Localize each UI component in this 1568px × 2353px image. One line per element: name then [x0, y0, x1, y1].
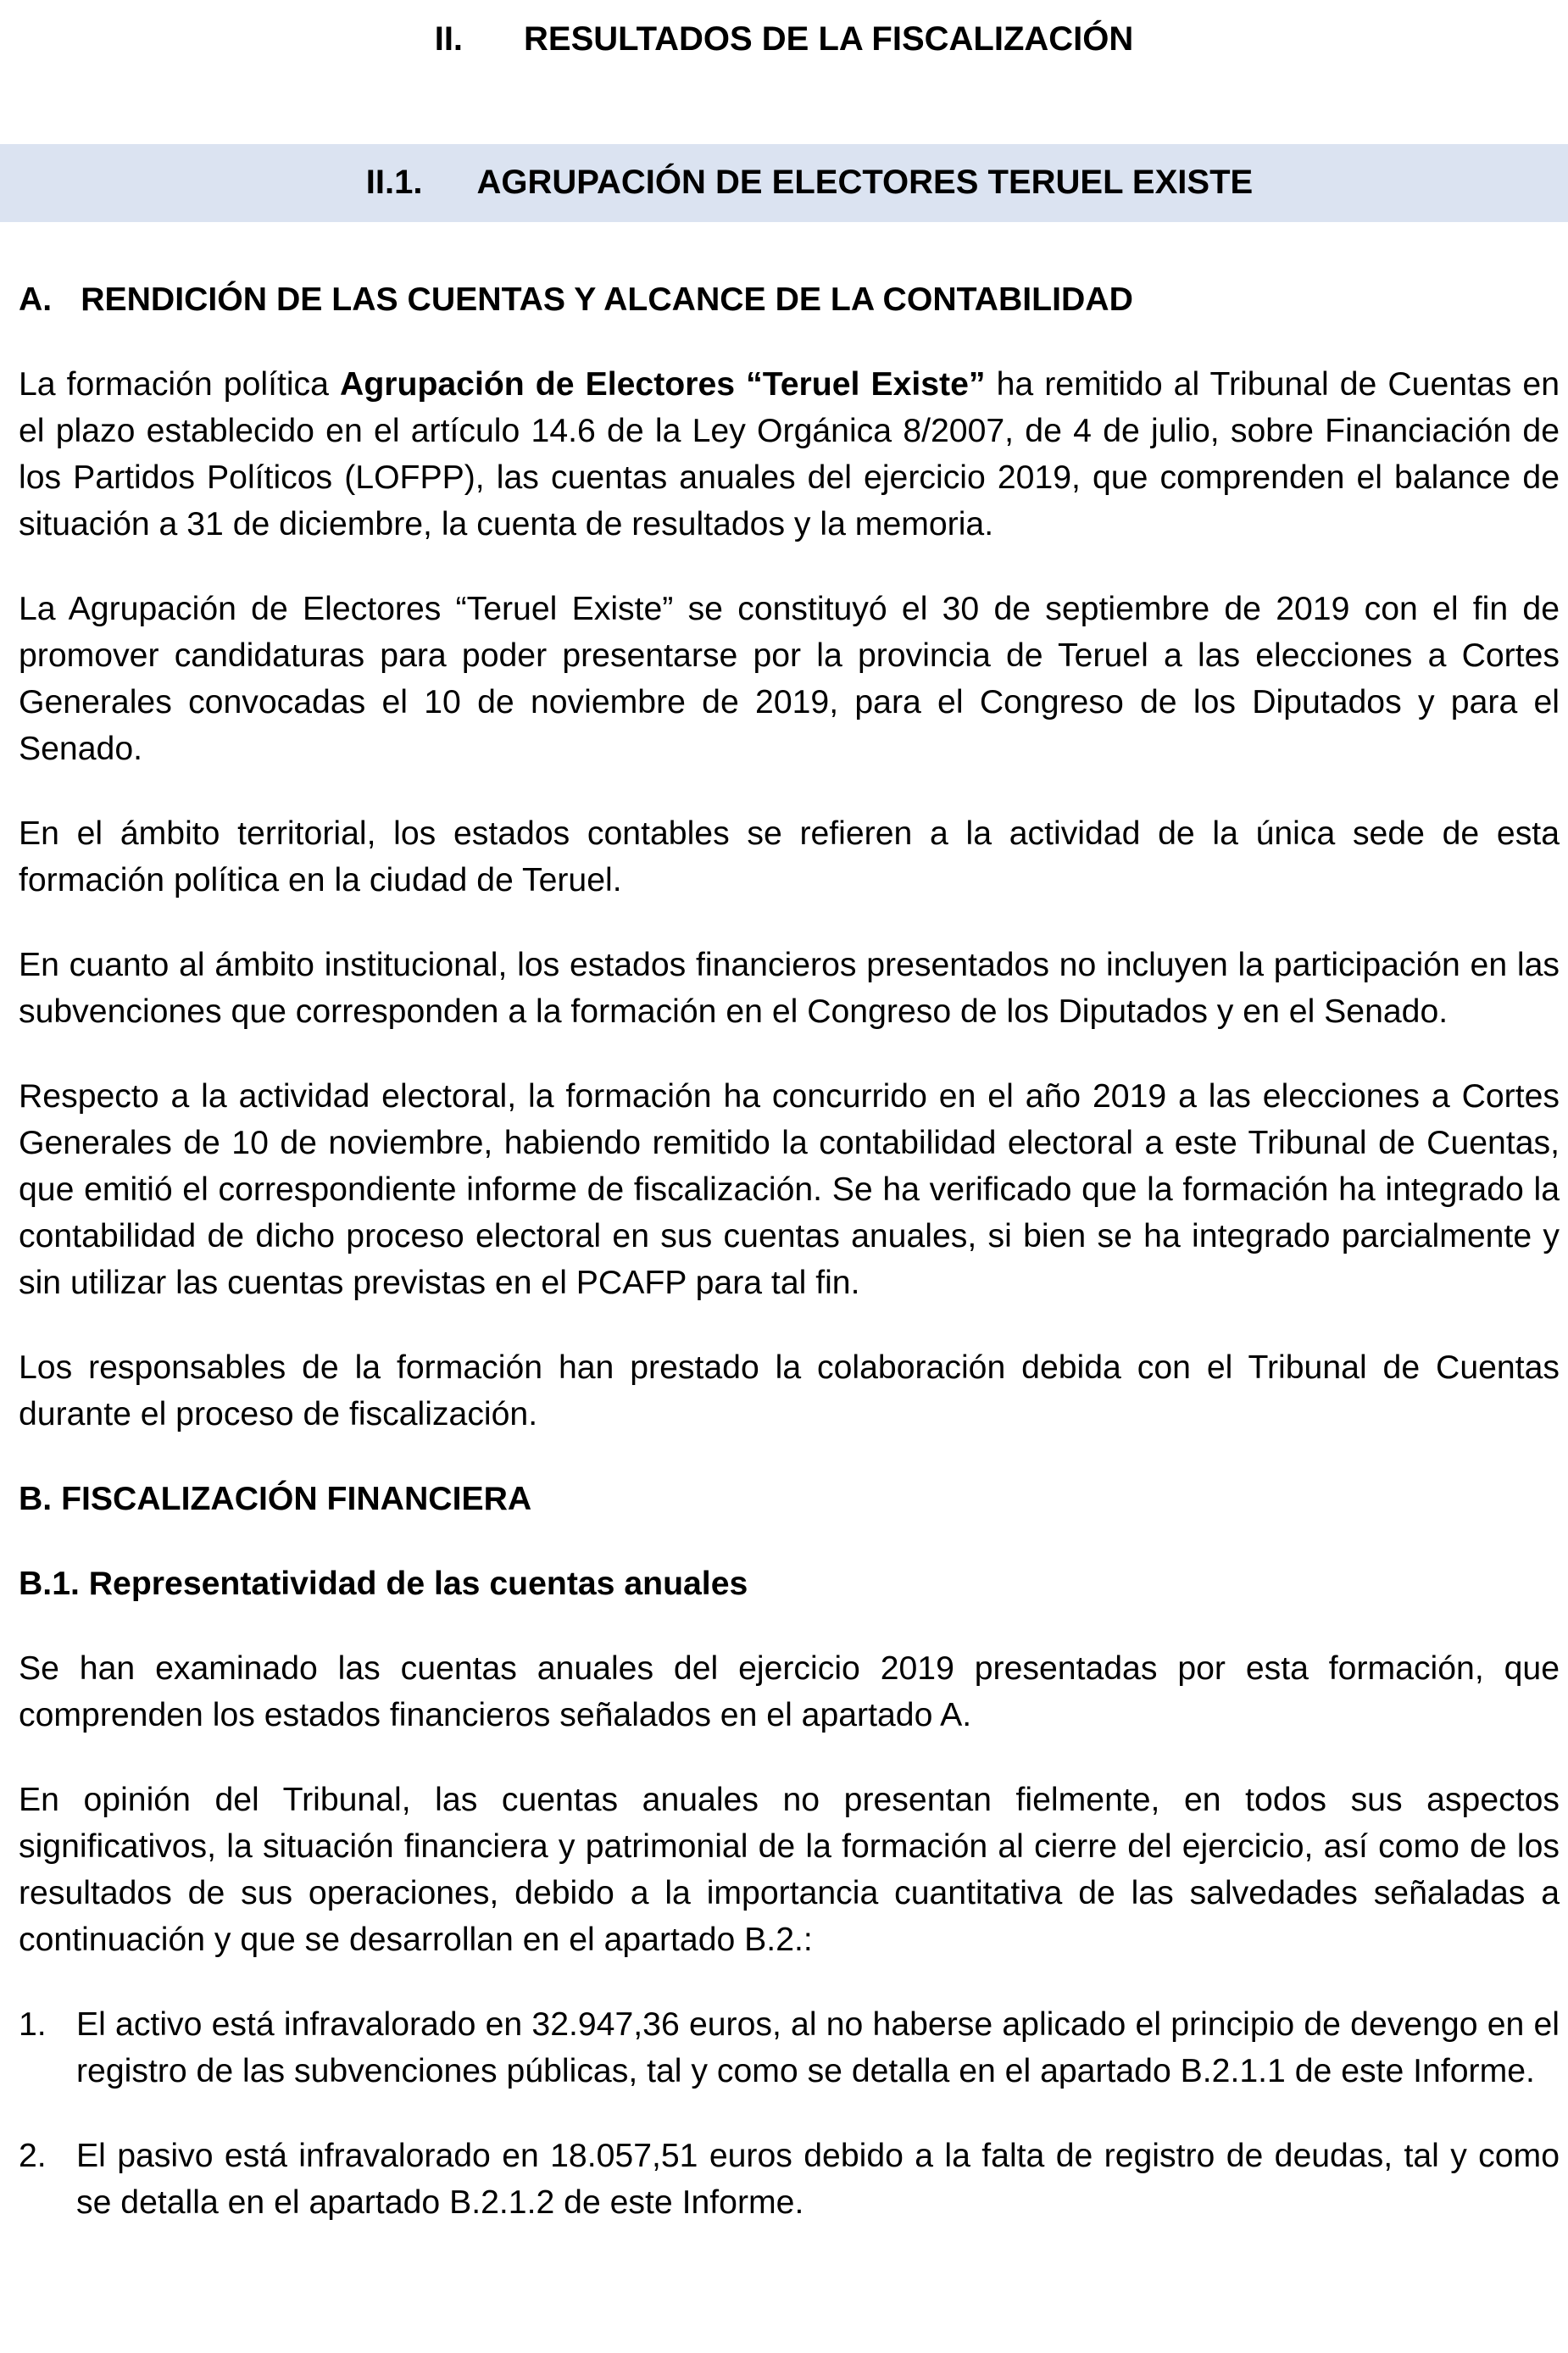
chapter-number: II. [434, 20, 464, 58]
part-a-heading [19, 276, 1560, 323]
part-a-paragraph-4: En cuanto al ámbito institucional, los estados financieros presentados no incluyen la participación en las subvenciones que corresponden a la formación en el Congreso de los Diputados y en el Senado. [19, 947, 1560, 1030]
part-a-paragraph-2: La Agrupación de Electores “Teruel Existe” se constituyó el 30 de septiembre de 2019 con el fin de promover candidaturas para poder presentarse por la provincia de Teruel a las elecciones a Cortes Generales convocadas el 10 de noviembre de 2019, para el Congreso de los Diputados y para el Senado. [19, 591, 1560, 767]
list-item [19, 2001, 1560, 2094]
part-b-paragraph-2: En opinión del Tribunal, las cuentas anuales no presentan fielmente, en todos sus aspectos significativos, la situación financiera y patrimonial de la formación al cierre del ejercicio, así como de los resultados de sus operaciones, debido a la importancia cuantitativa de las salvedades señaladas a continuación y que se desarrollan en el apartado B.2.: [19, 1782, 1560, 1958]
section-number: II.1. [365, 164, 423, 201]
part-b-heading: B. FISCALIZACIÓN FINANCIERA [19, 1481, 532, 1517]
part-a-paragraph-3: En el ámbito territorial, los estados contables se refieren a la actividad de la única sede de esta formación política en la ciudad de Teruel. [19, 815, 1560, 898]
part-a-paragraph-1 [19, 361, 1560, 548]
part-b1-heading: B.1. Representatividad de las cuentas anuales [19, 1566, 748, 1602]
list-item-text: El activo está infravalorado en 32.947,36 euros, al no haberse aplicado el principio de devengo en el registro de las subvenciones públicas, tal y como se detalla en el apartado B.2.1.1 de este Informe. [76, 2006, 1560, 2089]
part-b-paragraph-1: Se han examinado las cuentas anuales del ejercicio 2019 presentadas por esta formación, que comprenden los estados financieros señalados en el apartado A. [19, 1650, 1560, 1733]
list-item-number: 2. [19, 2138, 47, 2174]
chapter-title-text: RESULTADOS DE LA FISCALIZACIÓN [524, 20, 1134, 58]
document-body [19, 276, 1560, 2264]
party-name: Agrupación de Electores “Teruel Existe” [340, 366, 986, 403]
part-a-letter: A. [19, 281, 53, 318]
paragraph-text: La formación política [19, 366, 341, 403]
part-a-paragraph-5: Respecto a la actividad electoral, la formación ha concurrido en el año 2019 a las elecciones a Cortes Generales de 10 de noviembre, habiendo remitido la contabilidad electoral a este Tribunal de Cuentas, que emitió el correspondiente informe de fiscalización. Se ha verificado que la formación ha integrado la contabilidad de dicho proceso electoral en sus cuentas anuales, si bien se ha integrado parcialmente y sin utilizar las cuentas previstas en el PCAFP para tal fin. [19, 1078, 1560, 1301]
list-item-text: El pasivo está infravalorado en 18.057,51 euros debido a la falta de registro de deudas, tal y como se detalla en el apartado B.2.1.2 de este Informe. [76, 2138, 1560, 2221]
section-title-text: AGRUPACIÓN DE ELECTORES TERUEL EXISTE [476, 164, 1254, 201]
paragraph-text: ha remitido al Tribunal de Cuentas en el plazo establecido en el artículo 14.6 de la Ley Orgánica 8/2007, de 4 de julio, sobre Financiación de los Partidos Políticos (LOFPP), las cuentas anuales del ejercicio 2019, que comprenden el balance de situación a 31 de diciembre, la cuenta de resultados y la memoria. [19, 366, 1560, 542]
part-a-heading-text: RENDICIÓN DE LAS CUENTAS Y ALCANCE DE LA CONTABILIDAD [81, 281, 1133, 318]
section-title [0, 159, 1568, 206]
qualifications-list [19, 2001, 1560, 2226]
list-item [19, 2133, 1560, 2226]
list-item-number: 1. [19, 2006, 47, 2043]
chapter-title [0, 15, 1568, 63]
part-a-paragraph-6: Los responsables de la formación han prestado la colaboración debida con el Tribunal de Cuentas durante el proceso de fiscalización. [19, 1349, 1560, 1432]
